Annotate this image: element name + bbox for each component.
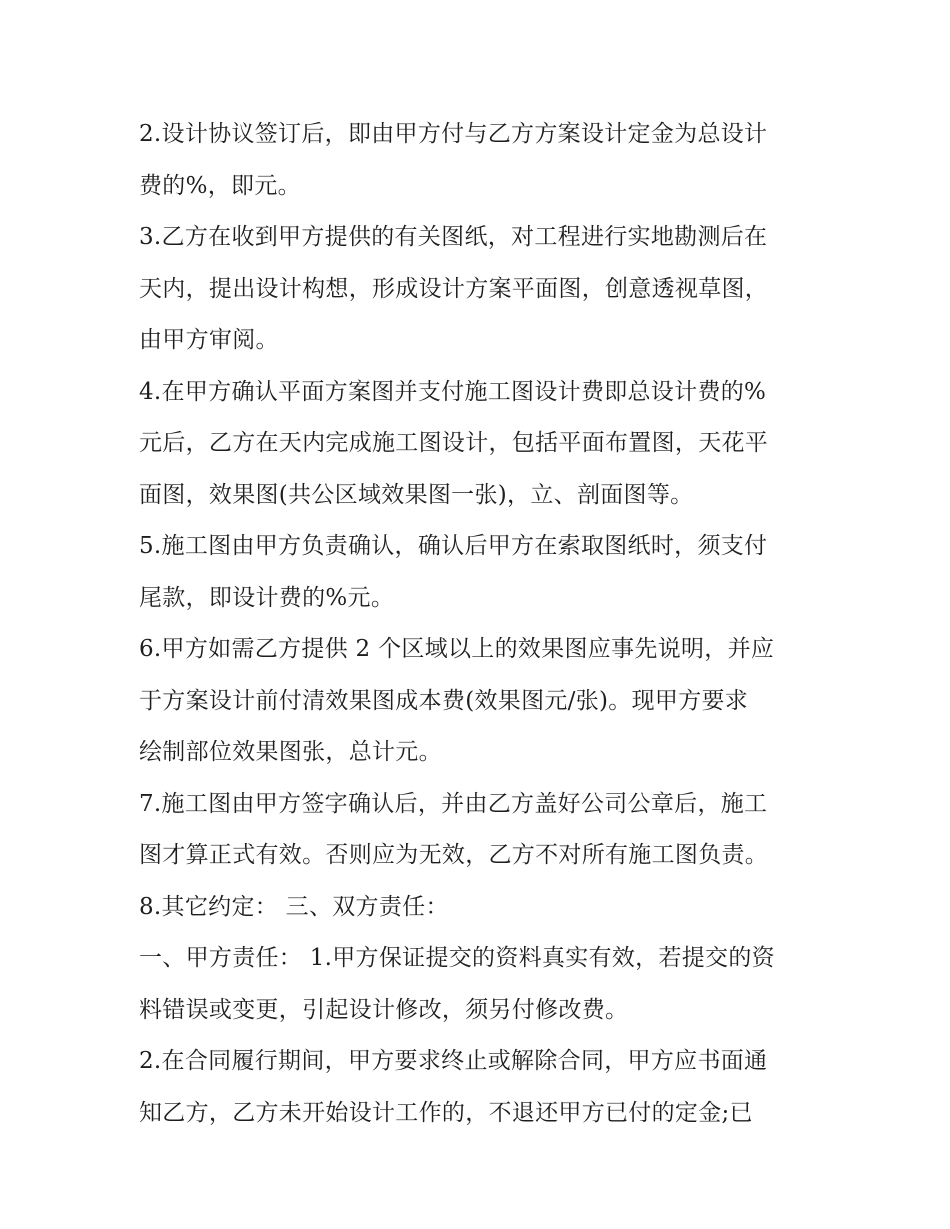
document-body xyxy=(139,109,819,1139)
text-line: 尾款，即设计费的%元。 xyxy=(139,584,395,611)
text-line: 4.在甲方确认平面方案图并支付施工图设计费即总设计费的% xyxy=(139,378,767,405)
text-line: 3.乙方在收到甲方提供的有关图纸，对工程进行实地勘测后在 xyxy=(139,224,768,250)
text-line: 面图，效果图(共公区域效果图一张)，立、剖面图等。 xyxy=(139,481,694,508)
text-line: 5.施工图由甲方负责确认，确认后甲方在索取图纸时，须支付 xyxy=(139,533,768,559)
text-line: 料错误或变更，引起设计修改，须另付修改费。 xyxy=(139,996,629,1023)
text-line: 费的%，即元。 xyxy=(139,172,301,199)
text-line: 2.设计协议签订后，即由甲方付与乙方方案设计定金为总设计 xyxy=(139,121,768,147)
text-line: 元后，乙方在天内完成施工图设计，包括平面布置图，天花平 xyxy=(139,430,769,456)
text-line: 6.甲方如需乙方提供 2 个区域以上的效果图应事先说明，并应 xyxy=(139,636,775,662)
text-line: 绘制部位效果图张，总计元。 xyxy=(139,739,442,765)
text-line: 知乙方，乙方未开始设计工作的，不退还甲方已付的定金;已 xyxy=(139,1099,753,1126)
text-line: 天内，提出设计构想，形成设计方案平面图，创意透视草图， xyxy=(139,275,769,302)
text-line: 7.施工图由甲方签字确认后，并由乙方盖好公司公章后，施工 xyxy=(139,790,768,817)
text-line: 图才算正式有效。否则应为无效，乙方不对所有施工图负责。 xyxy=(139,842,769,868)
text-line: 8.其它约定： 三、双方责任： xyxy=(139,893,449,920)
text-line: 2.在合同履行期间，甲方要求终止或解除合同，甲方应书面通 xyxy=(139,1048,768,1074)
text-line: 由甲方审阅。 xyxy=(139,327,279,353)
text-line: 于方案设计前付清效果图成本费(效果图元/张)。现甲方要求 xyxy=(139,687,749,714)
text-line: 一、甲方责任： 1.甲方保证提交的资料真实有效，若提交的资 xyxy=(139,945,775,971)
